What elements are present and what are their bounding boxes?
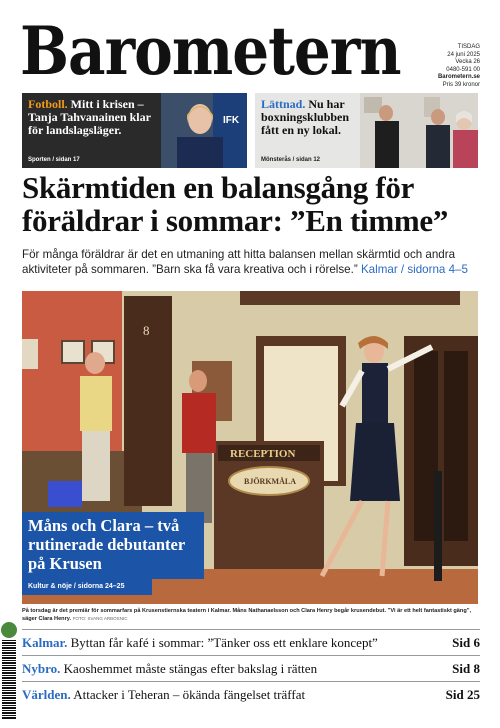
photo-headline: Måns och Clara – två rutinerade debutanter på Krusen bbox=[28, 516, 185, 573]
svg-text:BJÖRKMÅLA: BJÖRKMÅLA bbox=[244, 477, 296, 486]
teaser-sport-photo bbox=[161, 93, 247, 168]
lead-text: För många föräldrar är det en utmaning att hitta balansen mellan skärmtid och andra aktiviteter på sommaren. ”Barn ska få vara kreativa och i rörelse.” bbox=[22, 248, 456, 276]
reception-sign: RECEPTION bbox=[230, 448, 296, 460]
teaser-sport-headline: Mitt i krisen – Tanja Tahvanainen klar för landslagsläger. bbox=[28, 97, 151, 137]
news-item-page: Sid 25 bbox=[445, 686, 480, 702]
teaser-boxing-photo bbox=[360, 93, 478, 168]
news-item-kicker: Världen. bbox=[22, 686, 71, 702]
svg-text:8: 8 bbox=[143, 323, 150, 338]
svg-text:IFK: IFK bbox=[223, 115, 240, 126]
news-item-headline bbox=[22, 661, 317, 677]
photo-caption bbox=[22, 608, 480, 623]
edition-day: TISDAG bbox=[457, 44, 480, 50]
news-item-varlden[interactable] bbox=[22, 681, 480, 707]
ecolabel-icon bbox=[1, 622, 17, 638]
news-item-kicker: Nybro. bbox=[22, 660, 61, 676]
photo-headline-box[interactable] bbox=[22, 512, 204, 579]
lead-paragraph bbox=[22, 247, 482, 277]
news-item-nybro[interactable] bbox=[22, 655, 480, 681]
news-item-text: Byttan får kafé i sommar: ”Tänker oss ett enklare koncept” bbox=[70, 634, 378, 650]
teaser-boxing-kicker: Lättnad. bbox=[261, 97, 306, 111]
news-item-text: Kaoshemmet måste stängas efter bakslag i rätten bbox=[63, 660, 318, 676]
masthead bbox=[20, 11, 430, 91]
photo-ref[interactable]: Kultur & nöje / sidorna 24–25 bbox=[22, 579, 152, 595]
edition-date: 24 juni 2025 bbox=[447, 51, 480, 58]
main-headline[interactable]: Skärmtiden en balansgång för föräldrar i sommar: ”En timme” bbox=[22, 170, 449, 238]
news-item-headline bbox=[22, 687, 305, 703]
news-list bbox=[22, 629, 480, 707]
news-item-page: Sid 8 bbox=[452, 660, 480, 676]
teaser-boxing-text bbox=[261, 98, 357, 137]
teaser-boxing-ref: Mönsterås / sidan 12 bbox=[261, 157, 321, 163]
edition-site: Barometern.se bbox=[437, 74, 480, 80]
teaser-boxing-headline: Nu har boxningsklubben fått en ny lokal. bbox=[261, 97, 350, 137]
teaser-boxing[interactable] bbox=[255, 93, 478, 168]
lead-ref[interactable]: Kalmar / sidorna 4–5 bbox=[360, 263, 468, 276]
news-item-kalmar[interactable] bbox=[22, 629, 480, 655]
news-item-page: Sid 6 bbox=[452, 634, 480, 650]
news-item-headline bbox=[22, 635, 378, 651]
edition-week: Vecka 26 bbox=[455, 59, 480, 65]
news-item-kicker: Kalmar. bbox=[22, 634, 68, 650]
edition-phone: 0480-591 00 bbox=[446, 66, 480, 73]
teaser-sport-kicker: Fotboll. bbox=[28, 97, 68, 111]
edition-price: Pris 39 kronor bbox=[442, 81, 480, 88]
teaser-sport-text bbox=[28, 98, 156, 137]
caption-text: På torsdag är det premiär för sommarfars på Krusenstiernska teatern i Kalmar. Måns Nathanaelsson och Clara Henry begår krusendebut. ”Vi är ett helt fantastiskt gäng”, säger Clara Henry. bbox=[22, 608, 472, 622]
news-item-text: Attacker i Teheran – ökända fängelset träffat bbox=[73, 686, 306, 702]
masthead-logo: Barometern bbox=[20, 11, 401, 91]
edition-info bbox=[420, 44, 480, 89]
teaser-sport[interactable] bbox=[22, 93, 247, 168]
teaser-sport-ref: Sporten / sidan 17 bbox=[28, 157, 80, 163]
barcode bbox=[2, 640, 16, 720]
caption-credit: FOTO: SVANG ARBOSNIC bbox=[72, 616, 128, 621]
